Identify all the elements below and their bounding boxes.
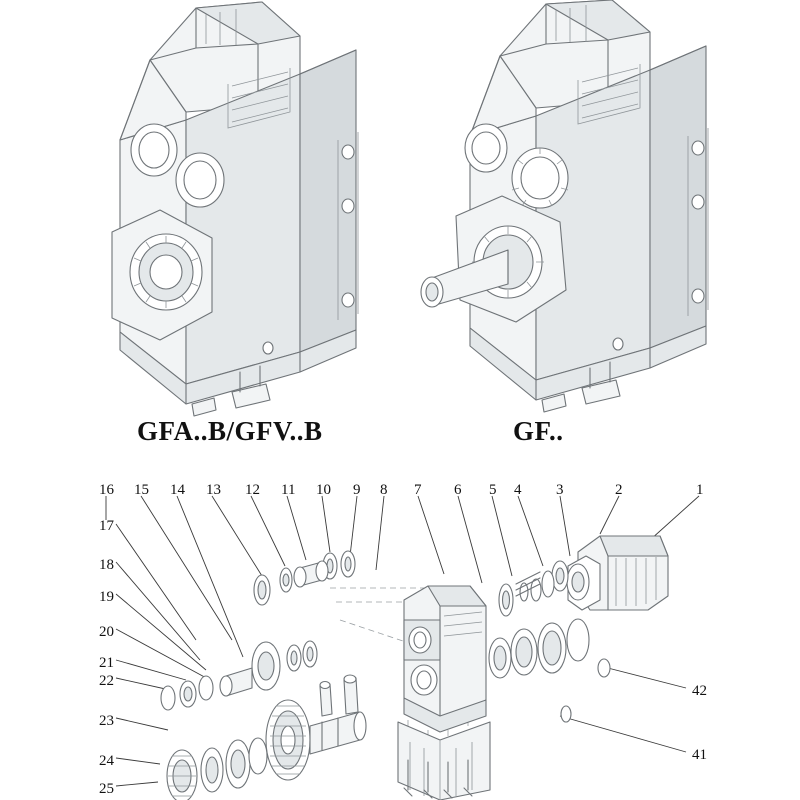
part-motor	[567, 536, 668, 610]
callout-number-8: 8	[380, 482, 388, 498]
part-gear-wheel	[266, 675, 366, 780]
callout-number-23: 23	[99, 713, 114, 729]
callout-number-9: 9	[353, 482, 361, 498]
gearbox-right-illustration	[421, 0, 708, 412]
callout-number-17: 17	[99, 518, 114, 534]
callout-number-2: 2	[615, 482, 623, 498]
callout-number-10: 10	[316, 482, 331, 498]
callout-number-21: 21	[99, 655, 114, 671]
callout-number-25: 25	[99, 781, 114, 797]
part-bearing-rings	[489, 619, 589, 678]
callout-number-3: 3	[556, 482, 564, 498]
callout-number-22: 22	[99, 673, 114, 689]
gearbox-left-illustration	[112, 2, 358, 416]
callout-number-42: 42	[692, 683, 707, 699]
part-housing	[398, 586, 490, 800]
exploded-assembly-illustration	[106, 496, 699, 800]
callout-number-19: 19	[99, 589, 114, 605]
part-ring-stack-right	[499, 561, 568, 616]
callout-number-20: 20	[99, 624, 114, 640]
caption-right: GF..	[513, 416, 564, 446]
callout-number-13: 13	[206, 482, 221, 498]
callout-number-1: 1	[696, 482, 704, 498]
callout-number-4: 4	[514, 482, 522, 498]
callout-number-12: 12	[245, 482, 260, 498]
callout-number-11: 11	[281, 482, 296, 498]
callout-number-5: 5	[489, 482, 497, 498]
callout-number-15: 15	[134, 482, 149, 498]
callout-number-18: 18	[99, 557, 114, 573]
callout-number-16: 16	[99, 482, 114, 498]
part-pinion-shaft-upper	[254, 551, 355, 605]
callout-number-6: 6	[454, 482, 462, 498]
callout-number-7: 7	[414, 482, 422, 498]
part-washer-stack-left	[167, 738, 267, 800]
caption-left: GFA..B/GFV..B	[137, 416, 323, 446]
callout-number-24: 24	[99, 753, 114, 769]
part-right-fasteners	[561, 659, 610, 722]
callout-number-41: 41	[692, 747, 707, 763]
callout-number-14: 14	[170, 482, 185, 498]
